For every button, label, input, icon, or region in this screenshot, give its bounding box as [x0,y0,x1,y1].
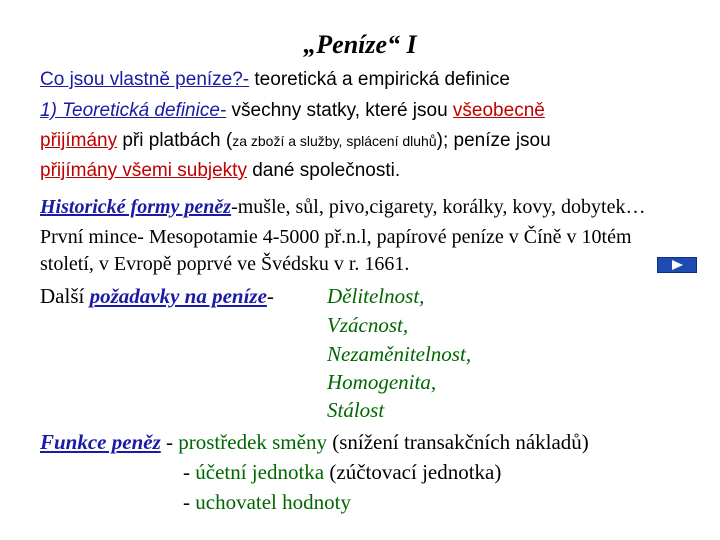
functions-line-3 [183,490,351,515]
history-line-3: století, v Evropě poprvé ve Švédsku v r. 1661. [40,253,410,275]
function-note: (snížení transakčních nákladů) [326,430,589,454]
requirement-item: Homogenita, [327,370,437,394]
play-arrow-icon [670,260,684,270]
function-item: uchovatel hodnoty [195,490,351,514]
intro-rest: teoretická a empirická definice [249,69,510,90]
requirements-prefix: Další [40,284,90,308]
function-item: účetní jednotka [195,460,325,484]
theory-text-3: ); peníze jsou [436,130,551,151]
theory-text-2: při platbách ( [117,130,233,151]
function-dash: - [183,490,196,514]
functions-line-1 [40,430,589,455]
theory-line-2 [40,130,551,152]
theory-text-4: dané společnosti. [246,160,401,181]
requirement-item: Dělitelnost, [327,284,425,308]
requirements-label: požadavky na peníze [89,284,267,308]
history-line-1 [40,196,645,219]
theory-red-3: přijímány všemi subjekty [40,160,247,181]
theory-red-1: všeobecně [452,100,545,121]
requirements-suffix: - [266,284,274,308]
intro-line [40,69,510,91]
intro-question: Co jsou vlastně peníze?- [40,69,250,90]
function-dash: - [160,430,179,454]
theory-line-1 [40,100,545,122]
history-line-2: První mince- Mesopotamie 4-5000 př.n.l, papírové peníze v Číně v 10tém [40,226,632,248]
requirement-item: Vzácnost, [327,313,409,337]
history-label: Historické formy peněz [40,196,232,218]
theory-small: za zboží a služby, splácení dluhů [232,133,437,149]
functions-label: Funkce peněz [40,430,161,454]
functions-line-2 [183,460,501,485]
function-note: (zúčtovací jednotka) [324,460,502,484]
function-dash: - [183,460,196,484]
requirement-item: Nezaměnitelnost, [327,342,472,366]
theory-line-3 [40,160,400,182]
requirement-item: Stálost [327,398,385,422]
slide-title: „Peníze“ I [303,30,417,59]
next-slide-button[interactable] [657,257,697,273]
history-text-1: -mušle, sůl, pivo,cigarety, korálky, kovy, dobytek… [231,196,646,218]
theory-label: 1) Teoretická definice- [40,100,227,121]
theory-text-1: všechny statky, které jsou [226,100,453,121]
function-item: prostředek směny [178,430,327,454]
requirements-line [40,284,274,309]
theory-red-2: přijímány [40,130,118,151]
